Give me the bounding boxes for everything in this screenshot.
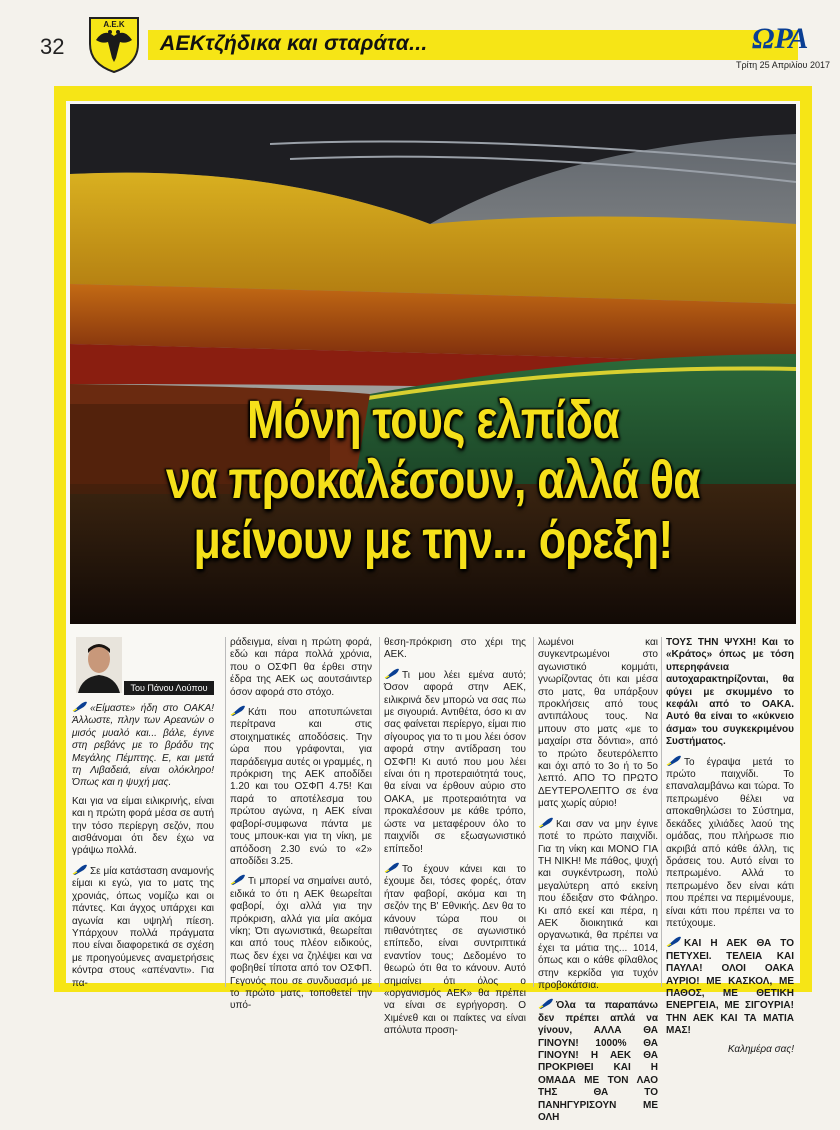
author-name: Του Πάνου Λούπου [124, 681, 214, 695]
sign-off: Καλημέρα σας! [727, 1043, 794, 1055]
paragraph: θεση-πρόκριση στο χέρι της ΑΕΚ. [384, 637, 526, 661]
aek-eagle-logo-icon [86, 14, 142, 74]
column-divider [379, 637, 380, 987]
paragraph: Και σαν να μην έγινε ποτέ το πρώτο παιχνίδι. Για τη νίκη και ΜΟΝΟ ΓΙΑ ΤΗ ΝΙΚΗ! Με πάθος, ψυχή και συγκέντρωση, πολύ μεγαλύτερη από εκείνη που έδειξαν στο Φάληρο. Κι από εκεί και πέρα, η ΑΕΚ διοικητικά και οργανωτικά, θα πρέπει να έχει τα μάτια της... 1014, όπως και ο κάθε φίλαθλος στην κερκίδα για τυχόν προβοκάτσια. [538, 818, 658, 991]
paragraph: ΤΟΥΣ ΤΗΝ ΨΥΧΗ! Και το «Κράτος» όπως με τόση υπερηφάνεια αυτοχαρακτηρίζονται, θα φύγει με σκυμμένο το κεφάλι από το ΟΑΚΑ. Αυτό θα είναι το «κύκνειο άσμα» του συγκεκριμένου Συστήματος. [666, 637, 794, 748]
headline-line-1: Μόνη τους ελπίδα [247, 390, 619, 450]
paragraph: ράδειγμα, είναι η πρώτη φορά, εδώ και πάρα πολλά χρόνια, που ο ΟΣΦΠ θα έρθει στην έδρα της ΑΕΚ ως αουτσάιντερ όσον αφορά στο στόχο. [230, 637, 372, 698]
headline-line-2: να προκαλέσουν, αλλά θα [165, 450, 701, 510]
page-header [0, 0, 840, 78]
paragraph: Και για να είμαι ειλικρινής, είναι και η πρώτη φορά μέσα σε αυτή την τόσο περίεργη σεζόν, που αισθάνομαι ότι δεν έχω να γράψω πολλά. [72, 795, 214, 857]
column-divider [533, 637, 534, 987]
paragraph: λωμένοι και συγκεντρωμένοι στο αγωνιστικό κομμάτι, γνωρίζοντας ότι και μέσα στο ματς, θα υπάρξουν προκλήσεις από τους αντιπάλους τους. Να μπουν στο ματς «με το μαχαίρι στα δόντια», από το πρώτο δευτερόλεπτο και όχι από το 3ο ή το 5ο λεπτό. ΑΠΟ ΤΟ ΠΡΩΤΟ ΔΕΥΤΕΡΟΛΕΠΤΟ σε ένα ματς χωρίς αύριο! [538, 637, 658, 810]
paragraph: Τι μπορεί να σημαίνει αυτό, ειδικά το ότι η ΑΕΚ θεωρείται φαβορί, όχι αλλά για την πρόκριση, αλλά για μία ακόμα νίκη; Ότι αγωνιστικά, θεωρείται και από τους πλέον ειδικούς, πως δεν έχει να ζηλέψει και να φοβηθεί τίποτα από τον ΟΣΦΠ. Γεγονός που σε συνδυασμό με το πρώτο ματς, τοποθετεί την υπό- [230, 876, 372, 1012]
article-column-1 [72, 637, 214, 996]
paragraph: Κάτι που αποτυπώνεται περίτρανα και στις στοιχηματικές αποδόσεις. Την ώρα που γράφονται, για παράδειγμα αυτές οι γραμμές, η πρόκριση της ΑΕΚ αποδίδει 1.20 και του ΟΣΦΠ 4.75! Και παρά το αποτέλεσμα του πρώτου αγώνα, η ΑΕΚ είναι φαβορί-συμφωνα πάντα με τους μπουκ-και για τη νίκη, με απόδοση 2.30 ενώ το «2» αποδίδει 3.25. [230, 707, 372, 867]
newspaper-brand-logo: ΩΡΑ [752, 22, 809, 55]
quill-pen-icon [384, 668, 400, 679]
quill-pen-icon [666, 936, 682, 947]
column-divider [661, 637, 662, 987]
section-title: ΑΕΚτζήδικα και σταράτα... [160, 32, 428, 55]
headline-line-3: μείνουν με την... όρεξη! [193, 510, 673, 570]
paragraph: «Είμαστε» ήδη στο ΟΑΚΑ! Άλλωστε, πλην των Αρεανών ο μισός μυαλό και... βάλε, έγινε στη ρεβάνς με το βράδυ της Μεγάλης Πέμπτης. Ε, και μετά τη Λιβαδειά, είναι ολόκληρο! Όπως και η ψυχή μας. [72, 703, 214, 789]
author-photo [76, 637, 122, 693]
quill-pen-icon [72, 701, 88, 712]
quill-pen-icon [666, 755, 682, 766]
quill-pen-icon [230, 705, 246, 716]
paragraph: Τι μου λέει εμένα αυτό; Όσον αφορά στην ΑΕΚ, ειλικρινά δεν μπορώ να σας πω με σιγουριά. Αντιθέτα, όσο κι αν σας φαίνεται περίεργο, είμαι πιο σίγουρος για το τι μου λέει όσον αφορά στην αντίδραση του ΟΣΦΠ! Κι αυτό που μου λέει είναι ότι η προτεραιότητά τους, θα είναι να έρθουν αύριο στο ΟΑΚΑ, με προτεραιότητα να προκαλέσουν με κάθε τρόπο, ώστε να μεταφέρουν όλο το παιχνίδι σε εξωαγωνιστικό επίπεδο! [384, 669, 526, 855]
paragraph: Το έχουν κάνει και το έχουμε δει, τόσες φορές, όταν ήταν φαβορί, ακόμα και τη σεζόν της Β' Εθνικής. Δεν θα το κάνουν τώρα που οι πιθανότητες σε αγωνιστικό επίπεδο, είναι συντριπτικά εναντίον τους; Δεδομένο το θεωρώ ότι θα το κάνουν. Αυτό σημαίνει ότι όλος ο «οργανισμός ΑΕΚ» θα πρέπει να είναι σε εγρήγορση. Ο Χιμένεθ και οι παίκτες να είναι απόλυτα προση- [384, 863, 526, 1037]
paragraph: Όλα τα παραπάνω δεν πρέπει απλά να γίνουν, ΑΛΛΑ ΘΑ ΓΙΝΟΥΝ! 1000% ΘΑ ΓΙΝΟΥΝ! Η ΑΕΚ ΘΑ ΠΡΟΚΡΙΘΕΙ ΚΑΙ Η ΟΜΑΔΑ ΜΕ ΤΟΝ ΛΑΟ ΤΗΣ ΘΑ ΤΟ ΠΑΝΗΓΥΡΙΣΟΥΝ ΜΕ ΟΛΗ [538, 1000, 658, 1124]
headline [132, 390, 735, 570]
quill-pen-icon [384, 862, 400, 873]
quill-pen-icon [538, 998, 554, 1009]
author-byline [72, 637, 214, 695]
article-column-4 [538, 637, 658, 1130]
paragraph: ΚΑΙ Η ΑΕΚ ΘΑ ΤΟ ΠΕΤΥΧΕΙ. ΤΕΛΕΙΑ ΚΑΙ ΠΑΥΛΑ! ΟΛΟΙ ΟΑΚΑ ΑΥΡΙΟ! ΜΕ ΚΑΣΚΟΛ, ΜΕ ΠΑΘΟΣ, ΜΕ ΘΕΤΙΚΗ ΕΝΕΡΓΕΙΑ, ΜΕ ΣΙΓΟΥΡΙΑ! ΤΗΝ ΑΕΚ ΚΑΙ ΤΑ ΜΑΤΙΑ ΜΑΣ! [666, 938, 794, 1037]
column-divider [225, 637, 226, 987]
quill-pen-icon [230, 874, 246, 885]
article-column-3 [384, 637, 526, 1044]
quill-pen-icon [72, 864, 88, 875]
quill-pen-icon [538, 817, 554, 828]
logo-text: Α.Ε.Κ [103, 20, 125, 29]
paragraph: Το έγραψα μετά το πρώτο παιχνίδι. Το επαναλαμβάνω και τώρα. Το πεπρωμένο θέλει να αποκαθηλώσει το Σύστημα, δεκάδες χιλιάδες λαού της ομάδας, που πλήρωσε πιο ακριβά από κάθε άλλη, τις δράσεις του. Αυτό είναι το πεπρωμένο. Αλλά το πεπρωμένο δεν είναι κάτι που πρέπει να περιμένουμε, είναι κάτι που πρέπει να το πετύχουμε. [666, 756, 794, 929]
paragraph: Σε μία κατάσταση αναμονής είμαι κι εγώ, για το ματς της χρονιάς, όπως νομίζω και οι πάντες. Και άγχος υπάρχει και αγωνία και υψηλή πίεση. Υπάρχουν πολλά πράγματα που είναι διαφορετικά σε σχέση με προηγούμενες αναμετρήσεις κόντρα στους «απέναντι». Για πα- [72, 865, 214, 989]
article-column-2 [230, 637, 372, 1019]
issue-date: Τρίτη 25 Απριλίου 2017 [736, 60, 830, 70]
page-number: 32 [40, 34, 65, 59]
article-column-5 [666, 637, 794, 1062]
